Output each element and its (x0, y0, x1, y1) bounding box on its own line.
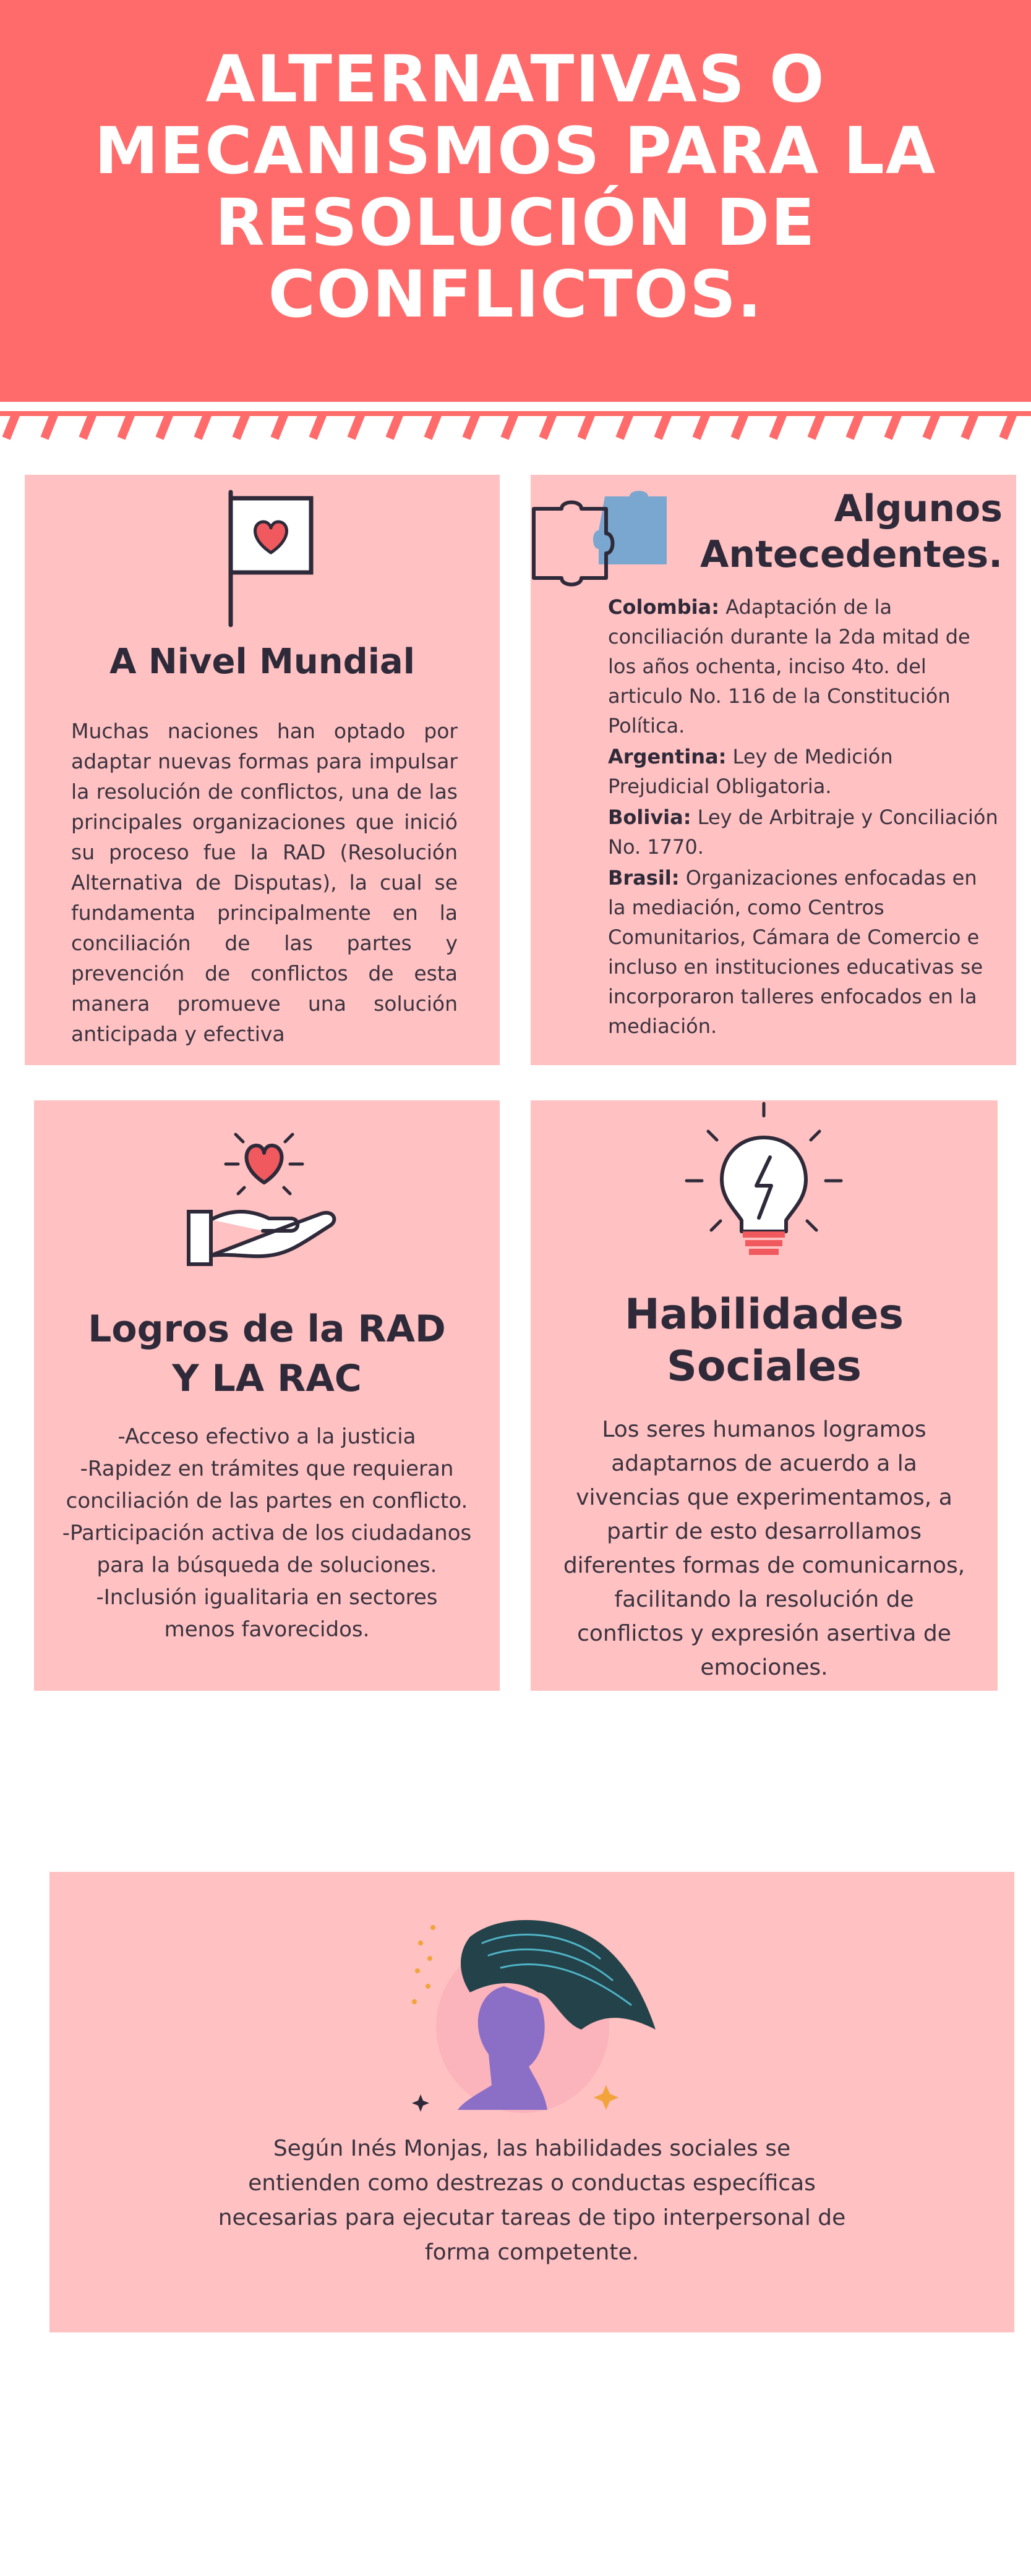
antecedent-text: Ley de Medición Prejudicial Obligatoria. (608, 745, 893, 798)
antecedent-text: Organizaciones enfocadas en la mediación, como Centros Comunitarios, Cámara de Comercio e incluso en instituciones educativas se incorporaron talleres enfocados en la mediación. (608, 866, 983, 1038)
logros-list (59, 1421, 475, 1646)
stripe-mark (83, 414, 93, 438)
antecedent-item (608, 802, 1001, 862)
antecedentes-list (608, 592, 1001, 1042)
stripe-mark (888, 414, 898, 438)
stripe-mark (236, 414, 246, 438)
antecedent-country: Colombia: (608, 595, 720, 619)
stripe-mark (275, 414, 284, 438)
stripe-mark (811, 414, 821, 438)
heading-logros-line2: Y LA RAC (172, 1357, 362, 1400)
stripe-mark (428, 414, 438, 438)
header-banner (0, 0, 1031, 402)
stripe-mark (965, 414, 975, 438)
body-habilidades: Los seres humanos logramos adaptarnos de acuerdo a la vivencias que experimentamos, a partir de esto desarrollamos diferentes formas de comunicarnos, facilitando la resolución de conflictos y expresión asertiva de emociones. (563, 1417, 965, 1680)
antecedent-item (608, 863, 1001, 1041)
logro-item: -Inclusión igualitaria en sectores menos favorecidos. (96, 1585, 438, 1642)
antecedent-country: Bolivia: (608, 806, 691, 829)
stripe-mark (198, 414, 208, 438)
stripe-mark (160, 414, 169, 438)
flag-heart-icon (204, 486, 322, 628)
card-logros (34, 1100, 500, 1691)
stripe-mark (466, 414, 476, 438)
stripe-mark (313, 414, 323, 438)
stripe-mark (850, 414, 860, 438)
stripe-mark (696, 414, 706, 438)
stripe-mark (773, 414, 783, 438)
heading-antecedentes-line1: Algunos (834, 487, 1003, 530)
card-habilidades (531, 1100, 998, 1691)
stripe-mark (390, 414, 400, 438)
heading-logros-line1: Logros de la RAD (88, 1307, 446, 1351)
stripe-mark (620, 414, 630, 438)
antecedent-text: Ley de Arbitraje y Conciliación No. 1770. (608, 806, 998, 859)
heading-habilidades-line2: Sociales (666, 1342, 862, 1391)
stripe-mark (1003, 414, 1013, 438)
antecedent-country: Brasil: (608, 866, 680, 890)
woman-portrait-icon (396, 1900, 668, 2122)
stripe-mark (351, 414, 361, 438)
logro-item: -Acceso efectivo a la justicia (118, 1424, 416, 1449)
antecedent-item (608, 592, 1001, 741)
page-title: ALTERNATIVAS O MECANISMOS PARA LA RESOLUCIÓN DE CONFLICTOS. (94, 41, 937, 332)
stripe-mark (926, 414, 936, 438)
stripe-mark (121, 414, 131, 438)
card-cita (49, 1872, 1014, 2332)
stripe-mark (581, 414, 591, 438)
heading-habilidades-line1: Habilidades (624, 1290, 904, 1339)
lightbulb-icon (677, 1100, 850, 1261)
heading-logros (34, 1304, 500, 1403)
stripe-mark (543, 414, 553, 438)
stripe-mark (658, 414, 668, 438)
antecedent-text: Adaptación de la conciliación durante la 2da mitad de los años ochenta, inciso 4to. del articulo No. 116 de la Constitución Política. (608, 595, 970, 738)
body-nivel-mundial: Muchas naciones han optado por adaptar nuevas formas para impulsar la resolución de conflictos, una de las principales organizaciones que inició su proceso fue la RAD (Resolución Alternativa de Disputas), la cual se fundamenta principalmente en la conciliación de las partes y prevención de conflictos de esta manera promueve una solución anticipada y efectiva (71, 719, 458, 1046)
logro-item: -Participación activa de los ciudadanos para la búsqueda de soluciones. (62, 1521, 472, 1578)
stripe-divider (0, 411, 1031, 442)
heading-habilidades (531, 1289, 998, 1393)
stripe-mark (6, 414, 16, 438)
stripe-mark (505, 414, 515, 438)
heading-antecedentes-line2: Antecedentes. (699, 533, 1003, 576)
card-antecedentes (531, 475, 1016, 1065)
stripe-mark (735, 414, 745, 438)
body-cita: Según Inés Monjas, las habilidades sociales se entienden como destrezas o conductas específicas necesarias para ejecutar tareas de tipo interpersonal de forma competente. (218, 2136, 846, 2265)
antecedent-item (608, 742, 1001, 801)
logro-item: -Rapidez en trámites que requieran conciliación de las partes en conflicto. (66, 1456, 468, 1513)
heading-antecedentes (700, 486, 1003, 577)
heading-nivel-mundial: A Nivel Mundial (109, 642, 415, 682)
antecedent-country: Argentina: (608, 745, 727, 768)
card-nivel-mundial (25, 475, 500, 1065)
hand-heart-icon (182, 1110, 349, 1270)
stripe-mark (45, 414, 54, 438)
puzzle-icon (531, 490, 673, 601)
